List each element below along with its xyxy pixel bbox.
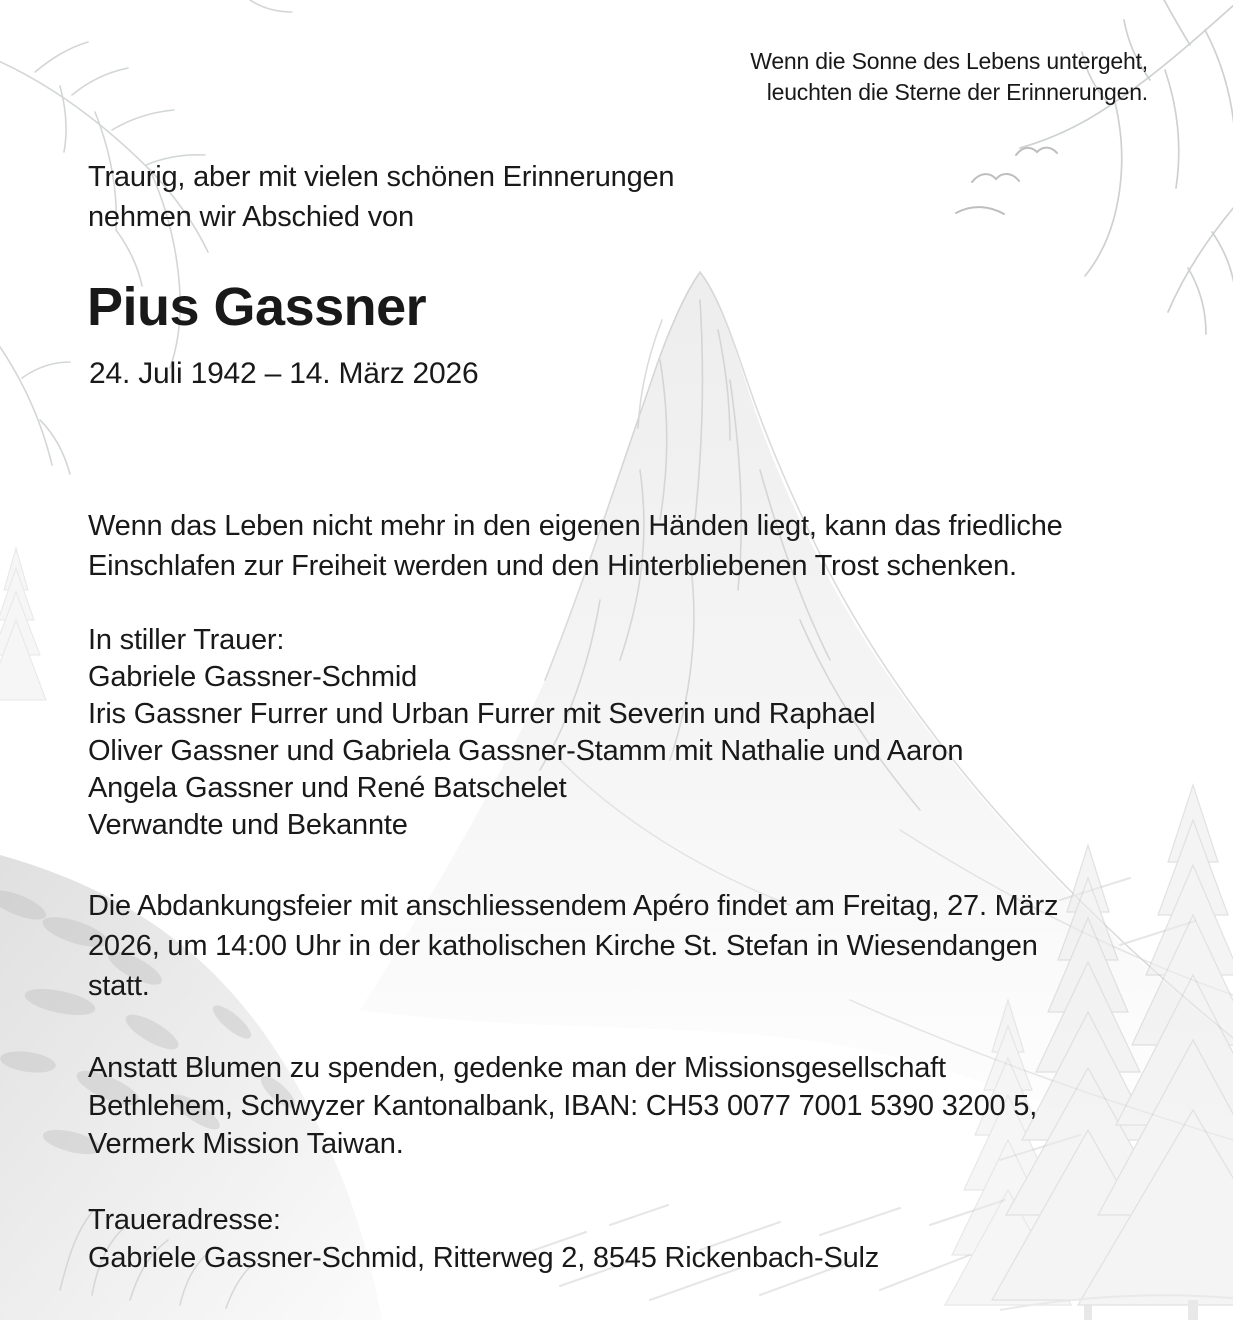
- mourner-name: Angela Gassner und René Batschelet: [88, 772, 567, 804]
- mourner-name: Iris Gassner Furrer und Urban Furrer mit Severin und Raphael: [88, 698, 876, 730]
- service-line-1: Die Abdankungsfeier mit anschliessendem Apéro findet am Freitag, 27. März: [88, 890, 1059, 922]
- address-heading: Traueradresse:: [88, 1204, 281, 1236]
- donation-line-1: Anstatt Blumen zu spenden, gedenke man der Missionsgesellschaft: [88, 1052, 946, 1084]
- service-info: [88, 886, 1058, 1006]
- mourners-list: [88, 622, 963, 844]
- eulogy-line-2: Einschlafen zur Freiheit werden und den Hinterbliebenen Trost schenken.: [88, 550, 1017, 582]
- bird-icon: [956, 148, 1057, 214]
- service-line-2: 2026, um 14:00 Uhr in der katholischen Kirche St. Stefan in Wiesendangen: [88, 930, 1038, 962]
- eulogy-text: [88, 506, 1063, 586]
- motto-line-1: Wenn die Sonne des Lebens untergeht,: [750, 48, 1148, 74]
- fir-sketch-left: [0, 548, 46, 700]
- intro-text: [88, 157, 674, 237]
- donation-line-2: Bethlehem, Schwyzer Kantonalbank, IBAN: CH53 0077 7001 5390 3200 5,: [88, 1090, 1038, 1122]
- mourner-name: Verwandte und Bekannte: [88, 809, 408, 841]
- service-line-3: statt.: [88, 970, 150, 1002]
- motto-line-2: leuchten die Sterne der Erinnerungen.: [766, 79, 1148, 105]
- branch-sketch-top-left: [0, 0, 292, 474]
- intro-line-1: Traurig, aber mit vielen schönen Erinnerungen: [88, 161, 675, 193]
- address-line: Gabriele Gassner-Schmid, Ritterweg 2, 8545 Rickenbach-Sulz: [88, 1242, 880, 1274]
- mourning-address: [88, 1201, 879, 1277]
- mourners-heading: In stiller Trauer:: [88, 624, 285, 656]
- donation-info: [88, 1049, 1037, 1163]
- motto: [750, 46, 1148, 108]
- mourner-name: Gabriele Gassner-Schmid: [88, 661, 418, 693]
- intro-line-2: nehmen wir Abschied von: [88, 201, 414, 233]
- deceased-dates: 24. Juli 1942 – 14. März 2026: [89, 357, 479, 390]
- deceased-name: Pius Gassner: [87, 277, 427, 337]
- mourner-name: Oliver Gassner und Gabriela Gassner-Stamm mit Nathalie und Aaron: [88, 735, 964, 767]
- donation-line-3: Vermerk Mission Taiwan.: [88, 1128, 404, 1160]
- eulogy-line-1: Wenn das Leben nicht mehr in den eigenen Händen liegt, kann das friedliche: [88, 510, 1063, 542]
